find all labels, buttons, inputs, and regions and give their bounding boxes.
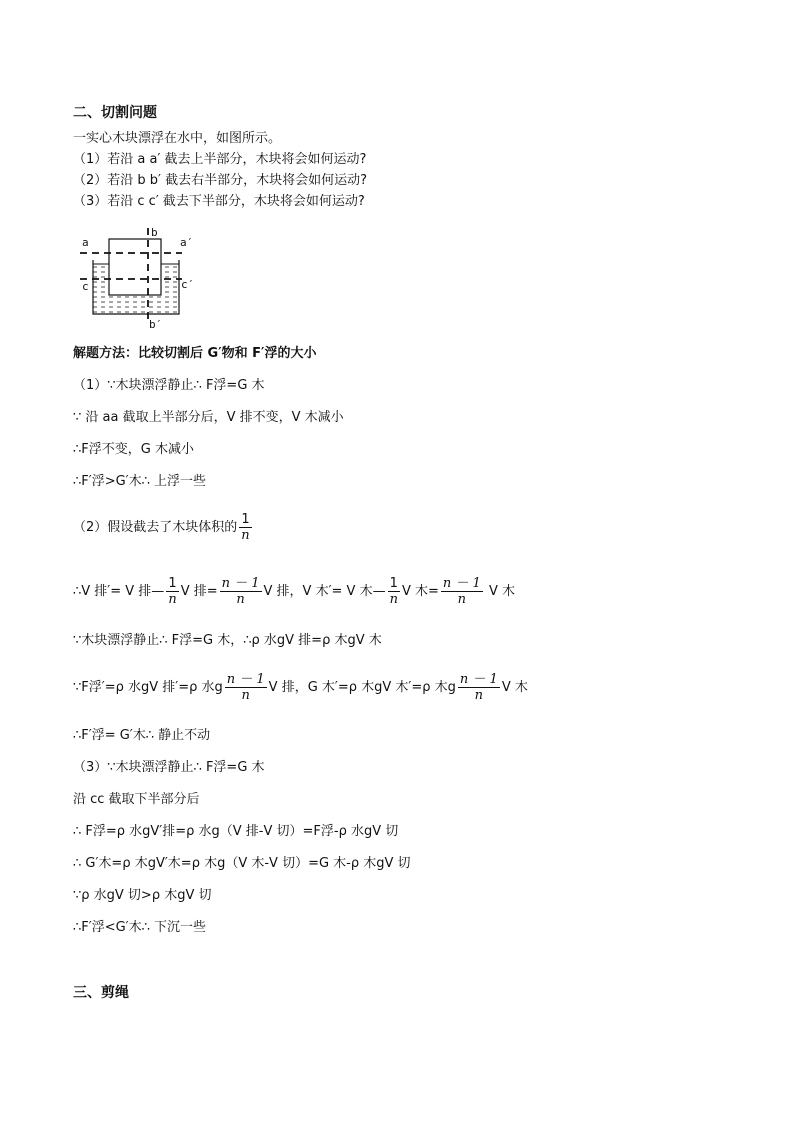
frac-num: 1 [168,576,177,591]
frac-den: n [168,592,177,607]
l6-a: ∴V 排′= V 排— [73,584,165,599]
solution-line-11: 沿 cc 截取下半部分后 [73,792,200,807]
label-a: a [82,236,89,249]
frac-den: n [441,591,483,607]
label-b-prime: b′ [149,318,163,331]
solution-line-9: ∴F′浮= G′木∴ 静止不动 [73,728,211,743]
section-title-cut-rope: 三、剪绳 [73,985,129,1001]
solution-line-3: ∴F浮不变，G 木减小 [73,442,194,457]
frac-num: 1 [241,512,250,527]
frac-num: n － 1 [226,672,265,687]
solution-line-1: （1）∵木块漂浮静止∴ F浮=G 木 [73,378,265,393]
floating-block-figure [76,224,201,334]
l6-frac-2 [220,576,262,607]
l8-b: V 排，G 木′=ρ 木gV 木′=ρ 木g [268,680,456,695]
l8-a: ∵F浮′=ρ 水gV 排′=ρ 水g [73,680,223,695]
l8-frac-2 [458,672,500,703]
solution-line-7: ∵木块漂浮静止∴ F浮=G 木，∴ρ 水gV 排=ρ 木gV 木 [73,633,382,648]
solution-line-2: ∵ 沿 aa 截取上半部分后，V 排不变，V 木减小 [73,410,344,425]
problem-intro: 一实心木块漂浮在水中，如图所示。 [73,131,282,146]
frac-den: n [225,687,267,703]
frac-num: n － 1 [442,576,481,591]
l6-frac-3 [388,576,400,607]
solution-line-5 [73,512,254,543]
l6-b: V 排= [180,584,218,599]
frac-den: n [241,528,250,543]
solution-line-4: ∴F′浮>G′木∴ 上浮一些 [73,474,207,489]
question-3: （3）若沿 c c′ 截去下半部分，木块将会如何运动? [73,194,365,209]
solution-method: 解题方法：比较切割后 G′物和 F′浮的大小 [73,346,317,361]
label-c-prime: c′ [181,278,195,291]
question-2: （2）若沿 b b′ 截去右半部分，木块将会如何运动? [73,173,368,188]
l6-frac-1 [166,576,178,607]
wooden-block [109,239,161,295]
solution-line-12: ∴ F浮=ρ 水gV′排=ρ 水g（V 排-V 切）=F浮-ρ 水gV 切 [73,824,399,839]
section-title-cutting: 二、切割问题 [73,105,157,121]
frac-num: 1 [389,576,398,591]
frac-den: n [389,592,398,607]
solution-line-6 [73,576,515,607]
l6-e: V 木 [488,584,515,599]
solution-line-14: ∵ρ 水gV 切>ρ 木gV 切 [73,888,212,903]
solution-line-15: ∴F′浮<G′木∴ 下沉一些 [73,920,207,935]
frac-den: n [458,687,500,703]
label-b: b [151,226,158,239]
label-a-prime: a′ [180,236,194,249]
label-c: c [82,280,89,293]
l8-frac-1 [225,672,267,703]
solution-line-13: ∴ G′木=ρ 木gV′木=ρ 木g（V 木-V 切）=G 木-ρ 木gV 切 [73,856,411,871]
l6-c: V 排，V 木′= V 木— [263,584,386,599]
l5-text: （2）假设截去了木块体积的 [73,520,238,535]
frac-num: n － 1 [459,672,498,687]
l8-c: V 木 [501,680,528,695]
fraction-1-over-n [239,512,251,543]
solution-line-10: （3）∵木块漂浮静止∴ F浮=G 木 [73,760,265,775]
question-1: （1）若沿 a a′ 截去上半部分，木块将会如何运动? [73,152,367,167]
l6-frac-4 [441,576,483,607]
solution-line-8 [73,672,528,703]
frac-den: n [220,591,262,607]
frac-num: n － 1 [221,576,260,591]
l6-d: V 木= [401,584,439,599]
